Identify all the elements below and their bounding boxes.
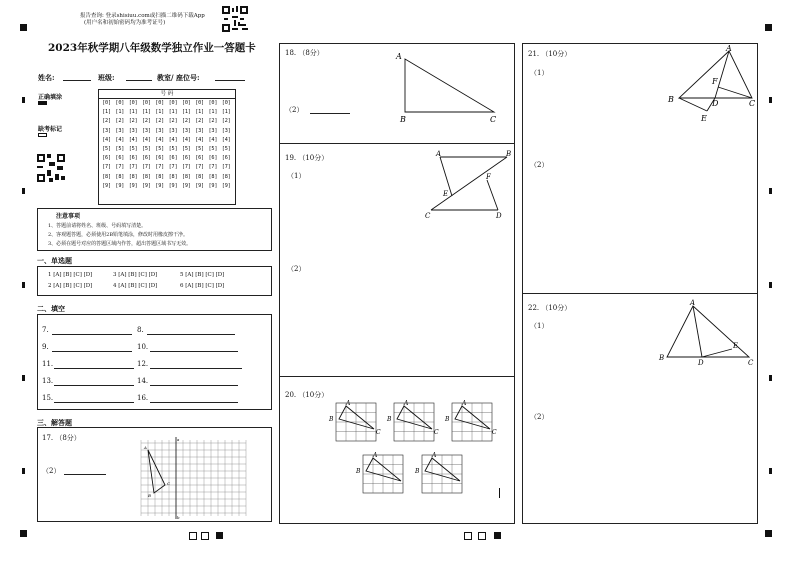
q20-label-c: C bbox=[492, 429, 497, 436]
blank-field-7[interactable] bbox=[52, 334, 132, 335]
q20-title: 20. （10分） bbox=[285, 391, 329, 399]
id-digit-bubble[interactable]: [0] bbox=[155, 100, 165, 106]
corner-mark-top-right bbox=[765, 24, 772, 31]
page-marker-box bbox=[201, 532, 209, 540]
id-digit-bubble[interactable]: [1] bbox=[195, 109, 204, 116]
page-marker-box bbox=[189, 532, 197, 540]
q20-grid-figures bbox=[326, 393, 496, 499]
correct-fill-label: 正确填涂 bbox=[38, 94, 63, 101]
q22-answer-area[interactable] bbox=[522, 293, 758, 524]
section3-title: 三、解答题 bbox=[37, 418, 72, 427]
page-marker-box bbox=[478, 532, 486, 540]
id-digit-bubble[interactable]: [8] bbox=[102, 173, 111, 180]
id-digit-bubble[interactable]: [4] bbox=[208, 136, 218, 143]
q17-axis-label-top: a bbox=[177, 437, 180, 442]
page-marker-filled bbox=[494, 532, 501, 539]
q22-label-e: E bbox=[733, 342, 739, 350]
blank-label-11: 11. bbox=[42, 360, 54, 368]
id-digit-bubble[interactable]: [2] bbox=[208, 118, 218, 125]
q21-title: 21. （10分） bbox=[528, 50, 572, 58]
class-label: 班级: bbox=[98, 73, 115, 82]
q18-label-b: B bbox=[400, 115, 406, 124]
q19-label-d: D bbox=[496, 212, 502, 220]
id-digit-bubble[interactable]: [2] bbox=[102, 118, 111, 125]
q18-answer-area[interactable] bbox=[279, 43, 515, 144]
id-digit-bubble[interactable]: [8] bbox=[142, 173, 151, 180]
section1-title: 一、单选题 bbox=[37, 256, 72, 265]
blank-field-14[interactable] bbox=[150, 385, 238, 386]
name-field[interactable] bbox=[63, 80, 91, 81]
choice-q1[interactable]: 1 [A] [B] [C] [D] bbox=[48, 272, 93, 278]
blank-label-10: 10. bbox=[137, 343, 149, 351]
blank-field-16[interactable] bbox=[150, 402, 238, 403]
report-notice-line1: 报告查询: 登录shisiuu.com或扫描二维码下载App bbox=[80, 13, 205, 19]
id-digit-bubble[interactable]: [8] bbox=[128, 173, 138, 180]
id-digit-bubble[interactable]: [8] bbox=[115, 173, 125, 180]
id-digit-bubble[interactable]: [5] bbox=[208, 146, 218, 153]
id-digit-column bbox=[141, 99, 152, 191]
blank-label-8: 8. bbox=[137, 326, 144, 334]
blank-label-13: 13. bbox=[42, 377, 54, 385]
id-digit-bubble[interactable]: [6] bbox=[102, 155, 111, 162]
blank-label-9: 9. bbox=[42, 343, 49, 351]
blank-field-10[interactable] bbox=[150, 351, 238, 352]
id-digit-bubble[interactable]: [7] bbox=[168, 164, 178, 171]
id-grid-header: 号 码 bbox=[99, 90, 235, 99]
id-digit-bubble[interactable]: [4] bbox=[102, 136, 111, 143]
id-digit-bubble[interactable]: [2] bbox=[128, 118, 138, 125]
notes-item: 3、必须在题号对应的答题区域内作答，超出答题区域书写无效。 bbox=[48, 241, 192, 247]
blank-label-7: 7. bbox=[42, 326, 49, 334]
id-digit-bubble[interactable]: [6] bbox=[221, 155, 231, 162]
q21-figure bbox=[663, 44, 759, 126]
id-digit-bubble[interactable]: [6] bbox=[208, 155, 218, 162]
q20-answer-area[interactable] bbox=[279, 376, 515, 524]
choice-q2[interactable]: 2 [A] [B] [C] [D] bbox=[48, 283, 93, 289]
q21-answer-area[interactable] bbox=[522, 43, 758, 294]
id-digit-bubble[interactable]: [1] bbox=[155, 109, 165, 116]
q20-label-b: B bbox=[329, 416, 334, 423]
id-digit-bubble[interactable]: [2] bbox=[221, 118, 231, 125]
blank-label-12: 12. bbox=[137, 360, 149, 368]
id-digit-bubble[interactable]: [3] bbox=[155, 127, 165, 134]
q17-axis-label-bottom: b bbox=[177, 515, 180, 520]
q17-answer-area[interactable] bbox=[37, 427, 272, 522]
id-digit-bubble[interactable]: [6] bbox=[181, 155, 191, 162]
id-digit-bubble[interactable]: [9] bbox=[115, 182, 125, 189]
id-digit-bubble[interactable]: [9] bbox=[181, 182, 191, 189]
corner-mark-top-left bbox=[20, 24, 27, 31]
id-digit-bubble[interactable]: [1] bbox=[115, 109, 125, 116]
id-digit-bubble[interactable]: [9] bbox=[221, 182, 231, 189]
id-digit-bubble[interactable]: [3] bbox=[195, 127, 204, 134]
id-digit-bubble[interactable]: [5] bbox=[155, 146, 165, 153]
page-title: 2023年秋学期八年级数学独立作业一答题卡 bbox=[48, 42, 256, 54]
q22-part2-label: （2） bbox=[530, 413, 549, 421]
timing-mark bbox=[769, 282, 772, 288]
id-digit-bubble[interactable]: [3] bbox=[102, 127, 111, 134]
id-digit-bubble[interactable]: [0] bbox=[102, 100, 111, 106]
q20-label-b: B bbox=[387, 416, 392, 423]
class-field[interactable] bbox=[126, 80, 152, 81]
choice-q4[interactable]: 4 [A] [B] [C] [D] bbox=[113, 283, 158, 289]
q21-label-c: C bbox=[749, 99, 756, 108]
notes-item: 1、答题前请将姓名、班级、号码填写清楚。 bbox=[48, 223, 147, 229]
id-digit-bubble[interactable]: [1] bbox=[168, 109, 178, 116]
id-digit-bubble[interactable]: [8] bbox=[195, 173, 204, 180]
q19-part1-label: （1） bbox=[287, 172, 306, 180]
id-digit-bubble[interactable]: [5] bbox=[181, 146, 191, 153]
id-digit-bubble[interactable]: [7] bbox=[115, 164, 125, 171]
q22-label-a: A bbox=[690, 299, 696, 307]
id-digit-bubble[interactable]: [8] bbox=[168, 173, 178, 180]
q20-label-c: C bbox=[434, 429, 439, 436]
id-digit-bubble[interactable]: [4] bbox=[115, 136, 125, 143]
q17-label-b: B bbox=[148, 493, 151, 498]
blank-label-15: 15. bbox=[42, 394, 54, 402]
id-digit-bubble[interactable]: [5] bbox=[128, 146, 138, 153]
q17-title: 17. （8分） bbox=[42, 434, 81, 442]
id-digit-bubble[interactable]: [7] bbox=[195, 164, 204, 171]
id-digit-bubble[interactable]: [3] bbox=[115, 127, 125, 134]
id-digit-column bbox=[181, 99, 192, 191]
id-digit-bubble[interactable]: [3] bbox=[142, 127, 151, 134]
q22-label-c: C bbox=[748, 359, 754, 367]
q18-label-c: C bbox=[490, 115, 497, 124]
fill-blank-box bbox=[37, 314, 272, 410]
id-digit-bubble[interactable]: [2] bbox=[142, 118, 151, 125]
corner-mark-bottom-left bbox=[20, 530, 27, 537]
q21-part1-label: （1） bbox=[530, 69, 549, 77]
q20-label-b: B bbox=[415, 468, 420, 475]
blank-field-8[interactable] bbox=[147, 334, 235, 335]
notes-box bbox=[37, 208, 272, 251]
blank-field-9[interactable] bbox=[52, 351, 132, 352]
choice-q3[interactable]: 3 [A] [B] [C] [D] bbox=[113, 272, 158, 278]
page-marker-box bbox=[464, 532, 472, 540]
q19-part2-label: （2） bbox=[287, 265, 306, 273]
id-digit-bubble[interactable]: [0] bbox=[208, 100, 218, 106]
q19-label-c: C bbox=[425, 212, 431, 220]
id-digit-bubble[interactable]: [1] bbox=[208, 109, 218, 116]
id-digit-bubble[interactable]: [8] bbox=[155, 173, 165, 180]
q22-label-d: D bbox=[698, 359, 704, 367]
id-digit-bubble[interactable]: [3] bbox=[208, 127, 218, 134]
id-digit-column bbox=[114, 99, 125, 191]
timing-mark bbox=[22, 188, 25, 194]
id-digit-bubble[interactable]: [6] bbox=[128, 155, 138, 162]
id-digit-bubble[interactable]: [9] bbox=[102, 182, 111, 189]
q19-title: 19. （10分） bbox=[285, 154, 329, 162]
id-digit-bubble[interactable]: [9] bbox=[195, 182, 204, 189]
q18-triangle-figure bbox=[390, 49, 502, 124]
corner-mark-bottom-right bbox=[765, 530, 772, 537]
id-digit-bubble[interactable]: [1] bbox=[102, 109, 111, 116]
qr-code bbox=[222, 6, 248, 32]
blank-field-11[interactable] bbox=[54, 368, 134, 369]
q21-label-b: B bbox=[668, 95, 674, 104]
timing-mark bbox=[22, 468, 25, 474]
id-digit-bubble[interactable]: [5] bbox=[168, 146, 178, 153]
q21-label-f: F bbox=[712, 77, 718, 86]
id-digit-bubble[interactable]: [9] bbox=[208, 182, 218, 189]
id-digit-bubble[interactable]: [4] bbox=[128, 136, 138, 143]
q19-label-e: E bbox=[443, 190, 449, 198]
q22-figure bbox=[655, 296, 755, 370]
q18-part2-label: （2） bbox=[285, 106, 304, 114]
id-digit-bubble[interactable]: [0] bbox=[142, 100, 151, 106]
choice-q5[interactable]: 5 [A] [B] [C] [D] bbox=[180, 272, 225, 278]
q22-label-b: B bbox=[659, 354, 665, 362]
id-digit-bubble[interactable]: [3] bbox=[168, 127, 178, 134]
id-digit-bubble[interactable]: [7] bbox=[221, 164, 231, 171]
blank-field-12[interactable] bbox=[150, 368, 242, 369]
id-digit-bubble[interactable]: [3] bbox=[128, 127, 138, 134]
notes-title: 注意事项 bbox=[56, 213, 81, 220]
q21-label-d: D bbox=[712, 99, 719, 108]
id-digit-bubble[interactable]: [2] bbox=[168, 118, 178, 125]
id-digit-bubble[interactable]: [1] bbox=[221, 109, 231, 116]
q20-label-c: C bbox=[376, 429, 381, 436]
q20-label-a: A bbox=[432, 452, 437, 459]
timing-mark bbox=[22, 375, 25, 381]
q17-part2-label: （2） bbox=[42, 467, 61, 475]
q19-answer-area[interactable] bbox=[279, 143, 515, 377]
id-digit-bubble[interactable]: [6] bbox=[168, 155, 178, 162]
q19-label-a: A bbox=[436, 150, 442, 158]
id-digit-bubble[interactable]: [9] bbox=[155, 182, 165, 189]
blank-field-15[interactable] bbox=[54, 402, 134, 403]
id-digit-bubble[interactable]: [6] bbox=[195, 155, 204, 162]
q22-part1-label: （1） bbox=[530, 322, 549, 330]
q17-label-a: A bbox=[144, 445, 147, 450]
id-digit-bubble[interactable]: [7] bbox=[155, 164, 165, 171]
correct-fill-sample bbox=[38, 101, 47, 105]
id-digit-bubble[interactable]: [7] bbox=[142, 164, 151, 171]
q17-part2-blank[interactable] bbox=[64, 474, 106, 475]
q18-part2-blank[interactable] bbox=[310, 113, 350, 114]
id-digit-column bbox=[221, 99, 232, 191]
q20-label-b: B bbox=[445, 416, 450, 423]
student-qr-code bbox=[37, 154, 65, 182]
id-digit-bubble[interactable]: [4] bbox=[181, 136, 191, 143]
id-number-grid bbox=[98, 89, 236, 205]
timing-mark bbox=[769, 97, 772, 103]
id-digit-bubble[interactable]: [9] bbox=[128, 182, 138, 189]
id-digit-bubble[interactable]: [4] bbox=[168, 136, 178, 143]
id-digit-bubble[interactable]: [0] bbox=[221, 100, 231, 106]
id-digit-bubble[interactable]: [1] bbox=[181, 109, 191, 116]
q19-label-b: B bbox=[506, 150, 512, 158]
id-digit-bubble[interactable]: [0] bbox=[128, 100, 138, 106]
id-digit-bubble[interactable]: [5] bbox=[195, 146, 204, 153]
q19-label-f: F bbox=[486, 173, 491, 181]
seat-label: 教室/ 座位号: bbox=[157, 73, 200, 82]
id-digit-bubble[interactable]: [0] bbox=[181, 100, 191, 106]
q20-label-a: A bbox=[404, 400, 409, 407]
id-digit-bubble[interactable]: [3] bbox=[181, 127, 191, 134]
missing-mark-label: 缺考标记 bbox=[38, 126, 63, 133]
seat-field[interactable] bbox=[215, 80, 245, 81]
q18-title: 18. （8分） bbox=[285, 49, 324, 57]
missing-mark-box[interactable] bbox=[38, 133, 47, 137]
id-digit-bubble[interactable]: [7] bbox=[208, 164, 218, 171]
id-digit-bubble[interactable]: [2] bbox=[181, 118, 191, 125]
q20-label-b: B bbox=[356, 468, 361, 475]
q21-part2-label: （2） bbox=[530, 161, 549, 169]
q20-label-a: A bbox=[346, 400, 351, 407]
timing-mark bbox=[22, 282, 25, 288]
q18-label-a: A bbox=[396, 52, 402, 61]
id-digit-bubble[interactable]: [9] bbox=[142, 182, 151, 189]
id-digit-bubble[interactable]: [5] bbox=[102, 146, 111, 153]
id-digit-bubble[interactable]: [7] bbox=[128, 164, 138, 171]
id-digit-column bbox=[154, 99, 165, 191]
id-digit-bubble[interactable]: [9] bbox=[168, 182, 178, 189]
blank-label-14: 14. bbox=[137, 377, 149, 385]
id-digit-bubble[interactable]: [4] bbox=[221, 136, 231, 143]
q17-label-c: C bbox=[167, 481, 171, 486]
q19-figure bbox=[420, 146, 516, 226]
section2-title: 二、填空 bbox=[37, 304, 65, 313]
timing-mark bbox=[22, 97, 25, 103]
id-digit-bubble[interactable]: [2] bbox=[115, 118, 125, 125]
notes-item: 2、客观题答题，必须使用2B铅笔填涂，修改时用橡皮擦干净。 bbox=[48, 232, 189, 238]
q20-cursor-mark bbox=[499, 488, 500, 498]
id-digit-bubble[interactable]: [7] bbox=[181, 164, 191, 171]
id-digit-bubble[interactable]: [0] bbox=[115, 100, 125, 106]
id-digit-bubble[interactable]: [1] bbox=[128, 109, 138, 116]
id-digit-column bbox=[207, 99, 218, 191]
id-digit-bubble[interactable]: [5] bbox=[142, 146, 151, 153]
id-digit-column bbox=[168, 99, 179, 191]
id-digit-bubble[interactable]: [6] bbox=[142, 155, 151, 162]
id-digit-column bbox=[128, 99, 139, 191]
q20-label-a: A bbox=[373, 452, 378, 459]
id-digit-bubble[interactable]: [8] bbox=[208, 173, 218, 180]
id-digit-bubble[interactable]: [0] bbox=[168, 100, 178, 106]
q22-title: 22. （10分） bbox=[528, 304, 572, 312]
id-digit-bubble[interactable]: [2] bbox=[155, 118, 165, 125]
timing-mark bbox=[769, 188, 772, 194]
id-digit-column bbox=[194, 99, 205, 191]
id-digit-bubble[interactable]: [6] bbox=[155, 155, 165, 162]
timing-mark bbox=[769, 375, 772, 381]
q21-label-e: E bbox=[701, 114, 707, 123]
q21-label-a: A bbox=[726, 44, 732, 53]
id-digit-bubble[interactable]: [8] bbox=[221, 173, 231, 180]
id-digit-bubble[interactable]: [7] bbox=[102, 164, 111, 171]
single-choice-box bbox=[37, 266, 272, 296]
report-notice-line2: (用户名和初始密码均为准考证号) bbox=[84, 20, 166, 26]
q20-label-a: A bbox=[462, 400, 467, 407]
timing-mark bbox=[769, 468, 772, 474]
id-digit-bubble[interactable]: [4] bbox=[195, 136, 204, 143]
page-marker-filled bbox=[216, 532, 223, 539]
id-digit-bubble[interactable]: [4] bbox=[142, 136, 151, 143]
id-digit-bubble[interactable]: [5] bbox=[115, 146, 125, 153]
id-digit-bubble[interactable]: [4] bbox=[155, 136, 165, 143]
blank-label-16: 16. bbox=[137, 394, 149, 402]
id-digit-bubble[interactable]: [1] bbox=[142, 109, 151, 116]
blank-field-13[interactable] bbox=[54, 385, 134, 386]
name-label: 姓名: bbox=[38, 73, 55, 82]
id-digit-bubble[interactable]: [6] bbox=[115, 155, 125, 162]
q17-grid-figure bbox=[138, 435, 253, 521]
id-digit-bubble[interactable]: [2] bbox=[195, 118, 204, 125]
id-digit-bubble[interactable]: [5] bbox=[221, 146, 231, 153]
id-digit-bubble[interactable]: [3] bbox=[221, 127, 231, 134]
id-digit-bubble[interactable]: [8] bbox=[181, 173, 191, 180]
id-digit-bubble[interactable]: [0] bbox=[195, 100, 204, 106]
choice-q6[interactable]: 6 [A] [B] [C] [D] bbox=[180, 283, 225, 289]
id-digit-column bbox=[101, 99, 112, 191]
